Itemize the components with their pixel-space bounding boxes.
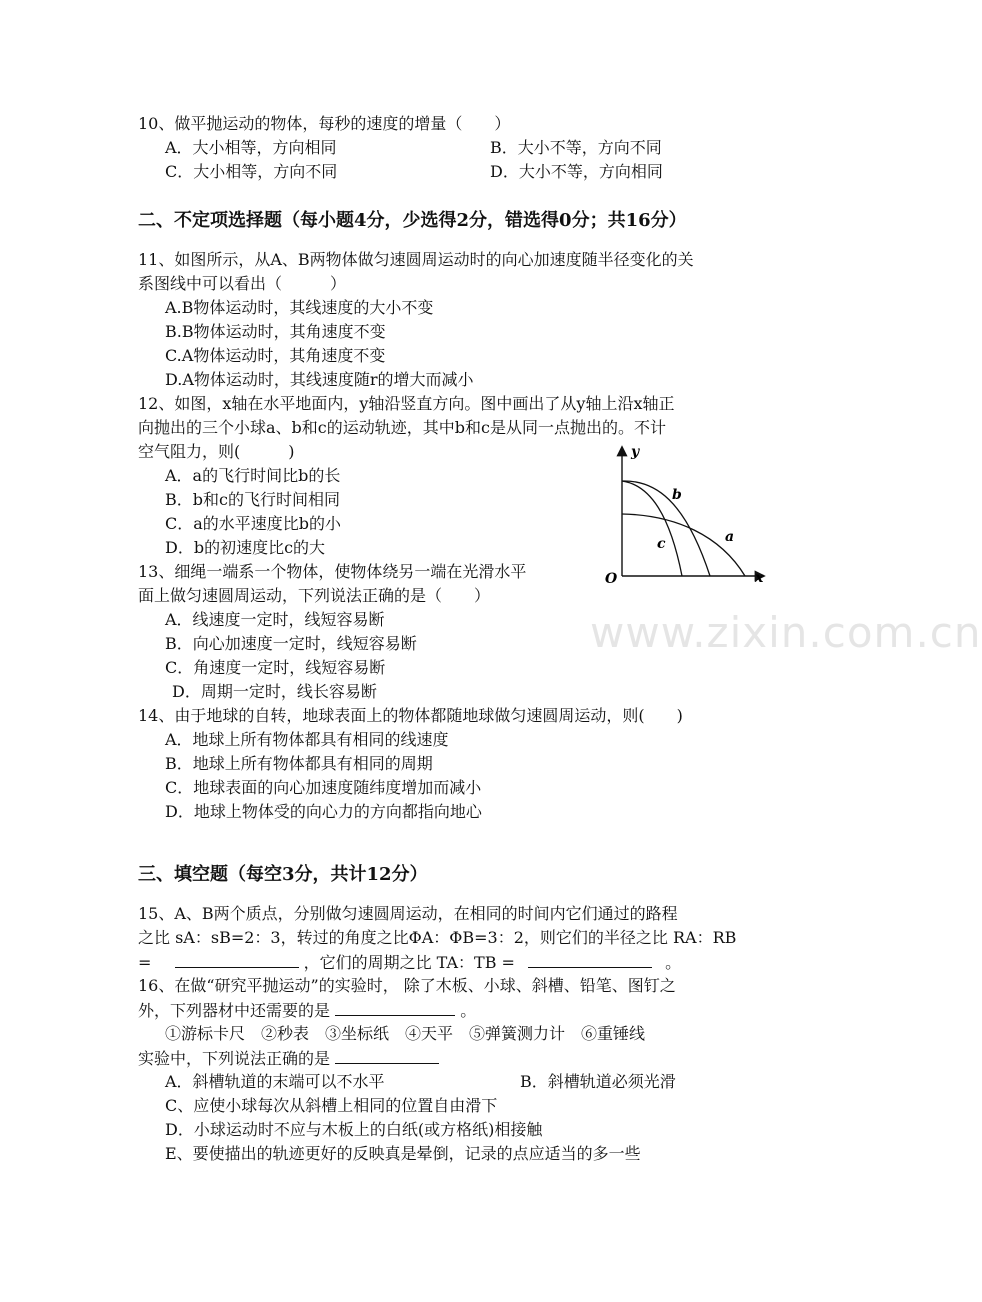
x-label: x <box>755 570 764 586</box>
q16-option-b: B．斜槽轨道必须光滑 <box>520 1072 676 1091</box>
q12-stem-line3: 空气阻力，则( ) <box>138 442 295 461</box>
curve-a <box>622 514 745 576</box>
q13-option-c: C．角速度一定时，线短容易断 <box>165 658 386 677</box>
q11-option-c: C.A物体运动时，其角速度不变 <box>165 346 386 365</box>
q15-end-mark: 。 <box>665 953 682 972</box>
q16-option-a: A．斜槽轨道的末端可以不水平 <box>165 1072 385 1091</box>
curve-a-label: a <box>725 529 735 545</box>
q15-line1: 15、A、B两个质点，分别做匀速圆周运动，在相同的时间内它们通过的路程 <box>138 904 678 923</box>
q12-stem-line2: 向抛出的三个小球a、b和c的运动轨迹，其中b和c是从同一点抛出的。不计 <box>138 418 666 437</box>
trajectory-figure <box>595 440 775 590</box>
q13-stem-line1: 13、细绳一端系一个物体，使物体绕另一端在光滑水平 <box>138 562 527 581</box>
q15-period-text: ，它们的周期之比 TA：TB = <box>303 953 515 972</box>
q16-option-e: E、要使描出的轨迹更好的反映真是晕倒，记录的点应适当的多一些 <box>165 1144 641 1163</box>
curve-b <box>622 481 710 576</box>
q16-option-c: C、应使小球每次从斜槽上相同的位置自由滑下 <box>165 1096 498 1115</box>
q15-blank-radius-ratio[interactable] <box>175 951 299 968</box>
q16-correct-text: 实验中，下列说法正确的是 <box>138 1049 331 1068</box>
q11-option-d: D.A物体运动时，其线速度随r的增大而减小 <box>165 370 474 389</box>
watermark: www.zixin.com.cn <box>590 608 982 657</box>
curve-b-label: b <box>672 487 682 503</box>
q12-stem-line1: 12、如图，x轴在水平地面内，y轴沿竖直方向。图中画出了从y轴上沿x轴正 <box>138 394 675 413</box>
q14-option-a: A．地球上所有物体都具有相同的线速度 <box>165 730 449 749</box>
q11-option-a: A.B物体运动时，其线速度的大小不变 <box>165 298 434 317</box>
curve-c-label: c <box>657 536 666 552</box>
q14-option-c: C．地球表面的向心加速度随纬度增加而减小 <box>165 778 482 797</box>
q16-line1: 16、在做“研究平抛运动”的实验时， 除了木板、小球、斜槽、铅笔、图钉之 <box>138 976 676 995</box>
q12-option-d: D．b的初速度比c的大 <box>165 538 326 557</box>
q16-option-d: D．小球运动时不应与木板上的白纸(或方格纸)相接触 <box>165 1120 543 1139</box>
q16-blank-equipment[interactable] <box>335 999 455 1016</box>
q15-line2: 之比 sA：sB=2：3，转过的角度之比ΦA：ΦB=3：2，则它们的半径之比 RA：RB <box>138 928 737 947</box>
q15-line3 <box>138 951 681 973</box>
section2-title: 二、不定项选择题（每小题4分，少选得2分，错选得0分；共16分） <box>138 210 687 231</box>
q11-stem-line1: 11、如图所示，从A、B两物体做匀速圆周运动时的向心加速度随半径变化的关 <box>138 250 694 269</box>
q13-option-d: D．周期一定时，线长容易断 <box>172 682 377 701</box>
q12-option-b: B．b和c的飞行时间相同 <box>165 490 340 509</box>
q10-option-b: B．大小不等，方向不同 <box>490 138 662 157</box>
q10-stem: 10、做平抛运动的物体，每秒的速度的增量（ ） <box>138 114 511 133</box>
q15-equals: = <box>138 953 152 972</box>
q14-option-d: D．地球上物体受的向心力的方向都指向地心 <box>165 802 482 821</box>
q10-option-c: C．大小相等，方向不同 <box>165 162 338 181</box>
q16-line2 <box>138 999 476 1021</box>
q14-option-b: B．地球上所有物体都具有相同的周期 <box>165 754 433 773</box>
q12-option-a: A．a的飞行时间比b的长 <box>165 466 341 485</box>
q16-line4 <box>138 1047 439 1069</box>
q14-stem: 14、由于地球的自转，地球表面上的物体都随地球做匀速圆周运动，则( ) <box>138 706 683 725</box>
q10-option-d: D．大小不等，方向相同 <box>490 162 663 181</box>
q16-equipment-options: ①游标卡尺 ②秒表 ③坐标纸 ④天平 ⑤弹簧测力计 ⑥重锤线 <box>165 1024 646 1043</box>
origin-label: O <box>605 571 618 587</box>
q13-stem-line2: 面上做匀速圆周运动，下列说法正确的是（ ） <box>138 586 491 605</box>
q11-option-b: B.B物体运动时，其角速度不变 <box>165 322 386 341</box>
q15-blank-period-ratio[interactable] <box>528 951 652 968</box>
q16-blank-correct[interactable] <box>335 1047 439 1064</box>
y-label: y <box>631 444 640 460</box>
q16-end-mark: 。 <box>460 1001 477 1020</box>
section3-title: 三、填空题（每空3分，共计12分） <box>138 864 428 885</box>
q12-option-c: C．a的水平速度比b的小 <box>165 514 342 533</box>
q13-option-b: B．向心加速度一定时，线短容易断 <box>165 634 417 653</box>
q13-option-a: A．线速度一定时，线短容易断 <box>165 610 385 629</box>
q16-equipment-text: 外，下列器材中还需要的是 <box>138 1001 331 1020</box>
q10-option-a: A．大小相等，方向相同 <box>165 138 337 157</box>
q11-stem-line2: 系图线中可以看出（ ） <box>138 274 347 293</box>
